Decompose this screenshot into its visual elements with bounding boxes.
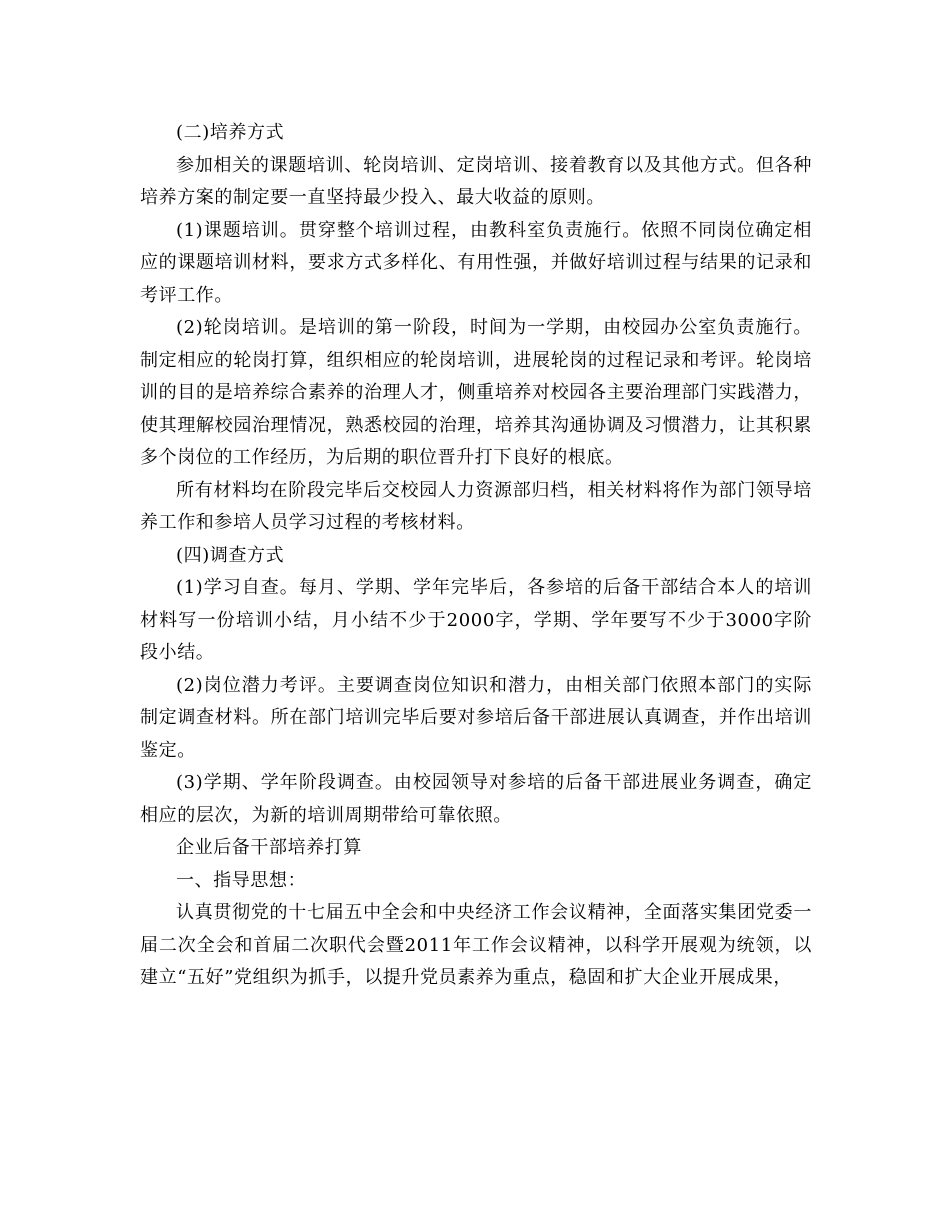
paragraph: (1)学习自查。每月、学期、学年完毕后，各参培的后备干部结合本人的培训材料写一份培训小结，月小结不少于2000字，学期、学年要写不少于3000字阶段小结。 — [140, 577, 812, 663]
paragraph: (四)调查方式 — [176, 544, 285, 566]
document-body — [140, 117, 812, 995]
paragraph: (1)课题培训。贯穿整个培训过程，由教科室负责施行。依照不同岗位确定相应的课题培训材料，要求方式多样化、有用性强，并做好培训过程与结果的记录和考评工作。 — [140, 219, 812, 306]
paragraph: 一、指导思想： — [176, 869, 307, 891]
paragraph: 认真贯彻党的十七届五中全会和中央经济工作会议精神，全面落实集团党委一届二次全会和首届二次职代会暨2011年工作会议精神，以科学开展观为统领，以建立“五好”党组织为抓手，以提升党员素养为重点，稳固和扩大企业开展成果， — [140, 902, 812, 988]
paragraph: 参加相关的课题培训、轮岗培训、定岗培训、接着教育以及其他方式。但各种培养方案的制定要一直坚持最少投入、最大收益的原则。 — [140, 154, 812, 208]
paragraph: 企业后备干部培养打算 — [176, 837, 362, 858]
paragraph: (二)培养方式 — [176, 122, 285, 143]
paragraph: 所有材料均在阶段完毕后交校园人力资源部归档，相关材料将作为部门领导培养工作和参培人员学习过程的考核材料。 — [140, 479, 812, 533]
paragraph: (2)岗位潜力考评。主要调查岗位知识和潜力，由相关部门依照本部门的实际制定调查材料。所在部门培训完毕后要对参培后备干部进展认真调查，并作出培训鉴定。 — [140, 674, 812, 761]
paragraph: (2)轮岗培训。是培训的第一阶段，时间为一学期，由校园办公室负责施行。制定相应的轮岗打算，组织相应的轮岗培训，进展轮岗的过程记录和考评。轮岗培训的目的是培养综合素养的治理人才，侧重培养对校园各主要治理部门实践潜力，使其理解校园治理情况，熟悉校园的治理，培养其沟通协调及习惯潜力，让其积累多个岗位的工作经历，为后期的职位晋升打下良好的根底。 — [140, 317, 812, 468]
paragraph: (3)学期、学年阶段调查。由校园领导对参培的后备干部进展业务调查，确定相应的层次，为新的培训周期带给可靠依照。 — [140, 772, 812, 826]
